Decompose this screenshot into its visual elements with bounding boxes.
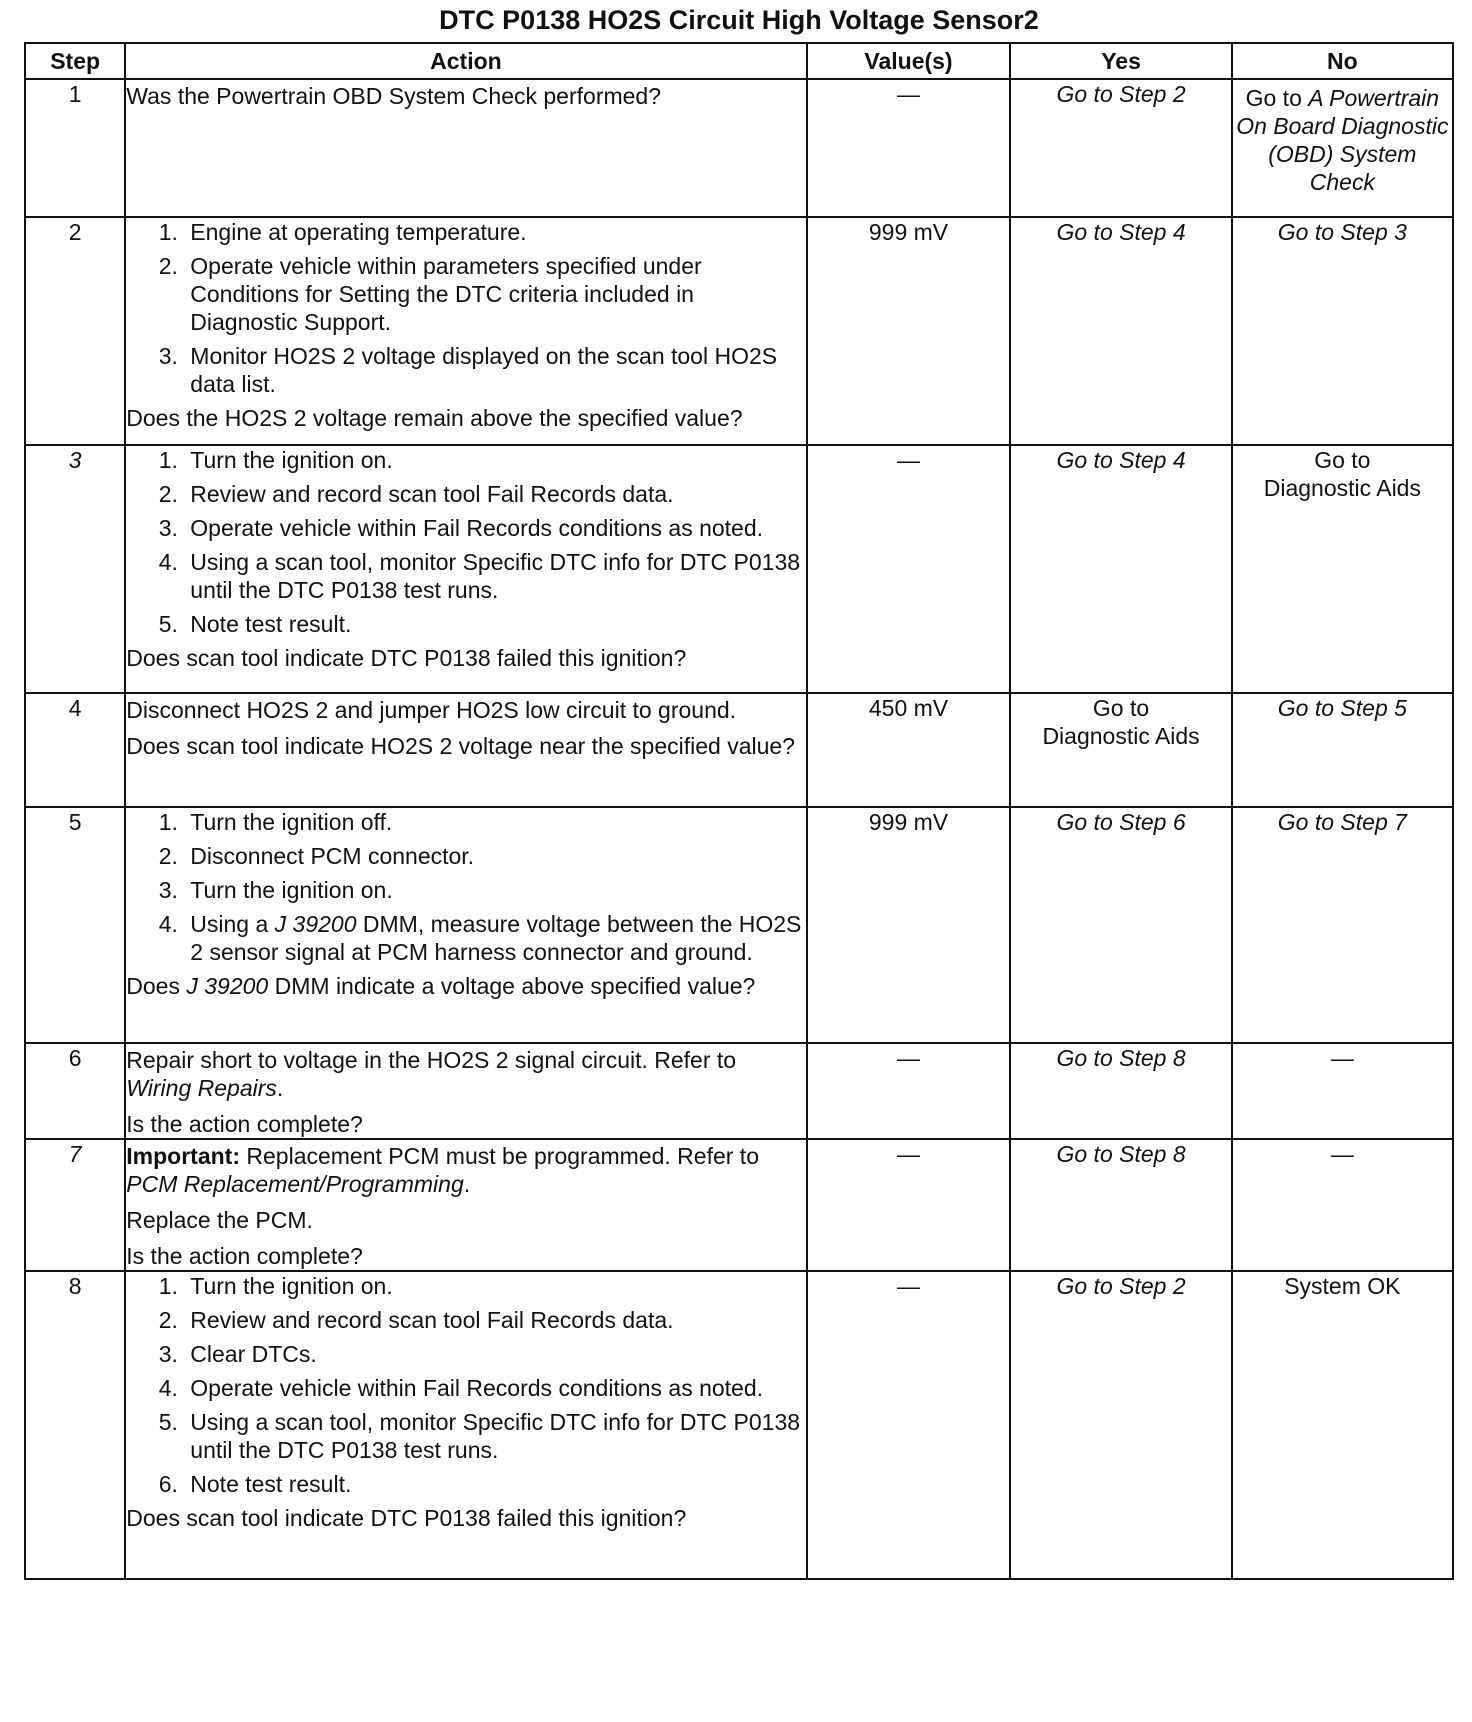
action-list-item: 5. Note test result. (184, 610, 805, 638)
action-cell (125, 1139, 806, 1271)
step-number: 6 (25, 1043, 125, 1139)
step-number: 4 (25, 693, 125, 807)
yes-cell (1010, 217, 1231, 445)
step-number: 3 (25, 445, 125, 693)
no-cell: — (1232, 1043, 1453, 1139)
action-list-item: 2. Operate vehicle within parameters specified under Conditions for Setting the DTC criteria included in Diagnostic Support. (184, 252, 805, 336)
question-text: Does (126, 973, 187, 999)
item-text: Using a (190, 911, 275, 937)
yes-goto-link[interactable]: Go to Step 2 (1056, 1273, 1186, 1299)
yes-goto-link[interactable]: Go to Step 4 (1056, 219, 1186, 245)
yes-cell (1010, 1043, 1231, 1139)
header-action: Action (125, 43, 806, 79)
action-list-item: 3. Turn the ignition on. (184, 876, 805, 904)
table-row-step-4 (25, 693, 1453, 807)
wiring-repairs-link[interactable]: Wiring Repairs (126, 1075, 277, 1101)
action-cell (125, 79, 806, 217)
table-row-step-6 (25, 1043, 1453, 1139)
important-end: . (463, 1171, 471, 1197)
action-cell (125, 807, 806, 1043)
action-text: Replace the PCM. (126, 1207, 313, 1233)
header-yes: Yes (1010, 43, 1231, 79)
value-cell: — (807, 1271, 1011, 1579)
yes-cell (1010, 693, 1231, 807)
action-list-item: 2. Review and record scan tool Fail Records data. (184, 480, 805, 508)
no-result: System OK (1284, 1273, 1401, 1299)
header-step: Step (25, 43, 125, 79)
action-list-item: 4. Operate vehicle within Fail Records conditions as noted. (184, 1374, 805, 1402)
yes-goto-link[interactable]: Go to Step 6 (1056, 809, 1186, 835)
table-row-step-1 (25, 79, 1453, 217)
action-list (126, 808, 805, 966)
action-list (126, 1272, 805, 1498)
action-question: Does the HO2S 2 voltage remain above the specified value? (126, 405, 743, 431)
value-cell: 450 mV (807, 693, 1011, 807)
important-text: Replacement PCM must be programmed. Refer to (240, 1143, 759, 1169)
action-question: Does scan tool indicate DTC P0138 failed this ignition? (126, 1505, 687, 1531)
action-list-item: 1. Turn the ignition on. (184, 446, 805, 474)
action-question: Does scan tool indicate DTC P0138 failed this ignition? (126, 645, 687, 671)
action-text: Disconnect HO2S 2 and jumper HO2S low circuit to ground. (126, 697, 737, 723)
yes-goto-link[interactable]: Go to Step 8 (1056, 1141, 1186, 1167)
action-list-item: 1. Turn the ignition off. (184, 808, 805, 836)
yes-cell (1010, 79, 1231, 217)
yes-goto-link[interactable]: Go to Step 4 (1056, 447, 1186, 473)
step-number: 7 (25, 1139, 125, 1271)
no-cell (1232, 1271, 1453, 1579)
action-list-item: 2. Review and record scan tool Fail Records data. (184, 1306, 805, 1334)
no-cell: — (1232, 1139, 1453, 1271)
header-no: No (1232, 43, 1453, 79)
yes-cell (1010, 445, 1231, 693)
no-cell (1232, 445, 1453, 693)
action-list-item: 1. Engine at operating temperature. (184, 218, 805, 246)
value-cell: 999 mV (807, 217, 1011, 445)
table-row-step-3 (25, 445, 1453, 693)
action-list-item: 4. Using a scan tool, monitor Specific DTC info for DTC P0138 until the DTC P0138 test runs. (184, 548, 805, 604)
table-row-step-8 (25, 1271, 1453, 1579)
no-cell (1232, 217, 1453, 445)
action-list-item: 1. Turn the ignition on. (184, 1272, 805, 1300)
yes-goto-prefix: Go to (1092, 695, 1150, 721)
table-row-step-2 (25, 217, 1453, 445)
action-list-item: 5. Using a scan tool, monitor Specific DTC info for DTC P0138 until the DTC P0138 test runs. (184, 1408, 805, 1464)
table-row-step-7 (25, 1139, 1453, 1271)
action-list-item (184, 910, 805, 966)
action-cell (125, 217, 806, 445)
yes-goto-link[interactable]: Go to Step 8 (1056, 1045, 1186, 1071)
value-cell: — (807, 1139, 1011, 1271)
action-text-part: . (276, 1075, 284, 1101)
yes-goto-link[interactable]: Diagnostic Aids (1042, 723, 1200, 749)
yes-goto-link[interactable]: Go to Step 2 (1056, 81, 1186, 107)
value-cell: — (807, 79, 1011, 217)
no-goto-link[interactable]: A Powertrain On Board Diagnostic (OBD) System Check (1236, 85, 1449, 195)
yes-cell (1010, 807, 1231, 1043)
no-goto-link[interactable]: Go to Step 7 (1277, 809, 1407, 835)
diagnostic-table (24, 42, 1454, 1580)
no-goto-prefix: Go to (1245, 85, 1309, 111)
action-list (126, 218, 805, 398)
action-cell (125, 1043, 806, 1139)
action-cell (125, 445, 806, 693)
no-goto-link[interactable]: Go to Step 3 (1277, 219, 1407, 245)
table-header-row (25, 43, 1453, 79)
item-text: DMM, measure voltage between the HO2S 2 sensor signal at PCM harness connector and ground. (190, 911, 802, 965)
action-question: Is the action complete? (126, 1111, 363, 1137)
value-cell: — (807, 445, 1011, 693)
step-number: 5 (25, 807, 125, 1043)
action-question: Is the action complete? (126, 1243, 363, 1269)
no-cell (1232, 693, 1453, 807)
action-list-item: 6. Note test result. (184, 1470, 805, 1498)
step-number: 2 (25, 217, 125, 445)
table-row-step-5 (25, 807, 1453, 1043)
value-cell: — (807, 1043, 1011, 1139)
step-number: 1 (25, 79, 125, 217)
no-goto-link[interactable]: Diagnostic Aids (1263, 475, 1421, 501)
page-title: DTC P0138 HO2S Circuit High Voltage Sensor2 (439, 5, 1039, 35)
action-cell (125, 693, 806, 807)
no-cell (1232, 79, 1453, 217)
action-list-item: 3. Operate vehicle within Fail Records conditions as noted. (184, 514, 805, 542)
header-values: Value(s) (807, 43, 1011, 79)
question-text: DMM indicate a voltage above specified value? (268, 973, 756, 999)
action-question: Was the Powertrain OBD System Check performed? (126, 83, 662, 109)
yes-cell (1010, 1271, 1231, 1579)
tool-reference: J 39200 (274, 911, 357, 937)
step-number: 8 (25, 1271, 125, 1579)
value-cell: 999 mV (807, 807, 1011, 1043)
action-cell (125, 1271, 806, 1579)
important-label: Important: (126, 1143, 240, 1169)
no-goto-link[interactable]: Go to Step 5 (1277, 695, 1407, 721)
no-goto-prefix: Go to (1314, 447, 1371, 473)
action-list-item: 2. Disconnect PCM connector. (184, 842, 805, 870)
important-note (126, 1142, 805, 1198)
action-question: Does scan tool indicate HO2S 2 voltage near the specified value? (126, 733, 795, 759)
action-list-item: 3. Monitor HO2S 2 voltage displayed on the scan tool HO2S data list. (184, 342, 805, 398)
action-question (126, 972, 805, 1000)
action-text-part: Repair short to voltage in the HO2S 2 signal circuit. Refer to (126, 1047, 737, 1073)
action-list (126, 446, 805, 638)
no-cell (1232, 807, 1453, 1043)
yes-cell (1010, 1139, 1231, 1271)
pcm-replacement-link[interactable]: PCM Replacement/Programming (126, 1171, 464, 1197)
tool-reference: J 39200 (186, 973, 269, 999)
action-list-item: 3. Clear DTCs. (184, 1340, 805, 1368)
action-text (126, 1046, 805, 1102)
